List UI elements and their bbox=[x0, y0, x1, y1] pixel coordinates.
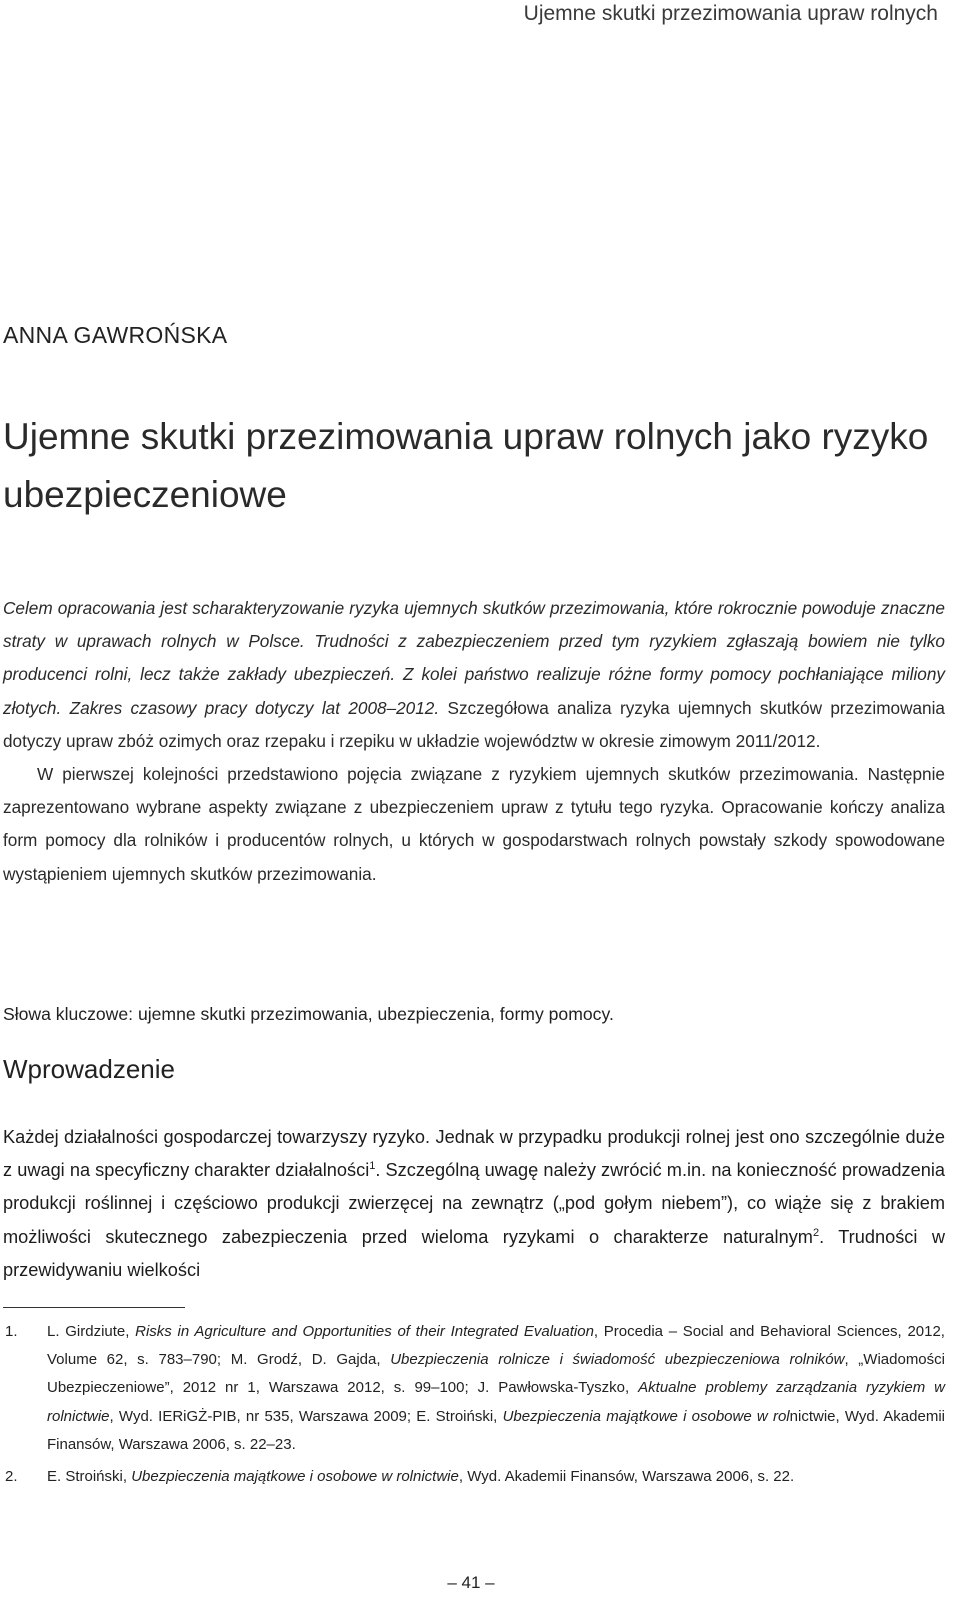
footnote-ref-1[interactable]: 1 bbox=[369, 1160, 376, 1173]
abstract-paragraph-2: W pierwszej kolejności przedstawiono pojęcia związane z ryzykiem ujemnych skutków przezimowania. Następnie zaprezentowano wybrane aspekty związane z ubezpieczeniem upraw z tytułu tego ryzyka. Opracowanie kończy analiza form pomocy dla rolników i producentów rolnych, u których w gospodarstwach rolnych powstały szkody spowodowane wystąpieniem ujemnych skutków przezimowania. bbox=[3, 764, 945, 884]
footnote-text: , Procedia – Social and Behavioral Sciences, 2012, Volume 62, s. 783–790; M. Grodź, D. Gajda, bbox=[47, 1323, 945, 1369]
footnote-divider bbox=[3, 1307, 185, 1308]
author-name: ANNA GAWROŃSKA bbox=[3, 322, 228, 348]
footnote-1 bbox=[3, 1318, 945, 1459]
keywords-label: Słowa kluczowe bbox=[3, 1004, 129, 1024]
footnote-title: Aktualne problemy zarządzania ryzykiem w rolnictwie bbox=[47, 1379, 945, 1425]
footnotes bbox=[3, 1318, 945, 1491]
body-text-part: . Trudności w przewidywaniu wielkości bbox=[3, 1226, 945, 1280]
footnote-ref-2[interactable]: 2 bbox=[812, 1226, 820, 1239]
abstract-paragraph-1 bbox=[3, 592, 945, 758]
body-text bbox=[3, 1121, 945, 1287]
section-heading: Wprowadzenie bbox=[3, 1054, 175, 1084]
footnote-number: 1. bbox=[5, 1323, 18, 1340]
footnote-title: Ubezpieczenia majątkowe i osobowe w rol bbox=[502, 1407, 790, 1425]
running-head: Ujemne skutki przezimowania upraw rolnych bbox=[523, 2, 938, 25]
footnote-title: Ubezpieczenia rolnicze i świadomość ubezpieczeniowa rolników bbox=[390, 1351, 845, 1369]
page-number: – 41 – bbox=[447, 1573, 495, 1592]
article-title: Ujemne skutki przezimowania upraw rolnych jako ryzyko ubezpieczeniowe bbox=[3, 416, 929, 515]
body-text-part: Każdej działalności gospodarczej towarzyszy ryzyko. Jednak w przypadku produkcji rolnej jest ono szczególnie duże z uwagi na specyficzny charakter działalności bbox=[3, 1127, 945, 1181]
footnote-title: Risks in Agriculture and Opportunities of their Integrated Evaluation bbox=[135, 1323, 594, 1340]
abstract bbox=[3, 592, 945, 891]
footnote-text: nictwie, Wyd. Akademii Finansów, Warszawa 2006, s. 22–23. bbox=[47, 1407, 945, 1453]
footnote-text: , Wyd. Akademii Finansów, Warszawa 2006, s. 22. bbox=[458, 1468, 795, 1486]
body-text-part: . Szczególną uwagę należy zwrócić m.in. na konieczność prowadzenia produkcji roślinnej i częściowo produkcji zwierzęcej na zewnątrz („pod gołym niebem”), co wiąże się z brakiem możliwości skutecznego zabezpieczenia przed wieloma ryzykami o charakterze naturalnym bbox=[3, 1160, 945, 1247]
footnote-2 bbox=[3, 1463, 945, 1491]
keywords-text: : ujemne skutki przezimowania, ubezpieczenia, formy pomocy. bbox=[128, 1004, 614, 1024]
abstract-italic-text: Celem opracowania jest scharakteryzowanie ryzyka ujemnych skutków przezimowania, które rokrocznie powoduje znaczne straty w uprawach rolnych w Polsce. Trudności z zabezpieczeniem przed tym ryzykiem zgłaszają bowiem nie tylko producenci rolni, lecz także zakłady ubezpieczeń. Z kolei państwo realizuje różne formy pomocy pochłaniające miliony złotych. Zakres czasowy pracy dotyczy lat 2008–2012. bbox=[3, 598, 945, 718]
footnote-text: E. Stroiński, bbox=[47, 1468, 132, 1486]
footnote-text: L. Girdziute, bbox=[47, 1323, 136, 1340]
abstract-regular-text: Szczegółowa analiza ryzyka ujemnych skutków przezimowania dotyczy upraw zbóż ozimych oraz rzepaku i rzepiku w układzie województw w okresie zimowym 2011/2012. bbox=[3, 697, 945, 751]
footnote-text: , „Wiadomości Ubezpieczeniowe”, 2012 nr 1, Warszawa 2012, s. 99–100; J. Pawłowska-Tyszko, bbox=[47, 1351, 945, 1397]
keywords bbox=[3, 1004, 614, 1025]
body-paragraph bbox=[3, 1121, 945, 1287]
footnote-text: , Wyd. IERiGŻ-PIB, nr 535, Warszawa 2009; E. Stroiński, bbox=[109, 1407, 503, 1425]
footnote-number: 2. bbox=[5, 1468, 18, 1486]
footnote-title: Ubezpieczenia majątkowe i osobowe w rolnictwie bbox=[131, 1468, 459, 1486]
